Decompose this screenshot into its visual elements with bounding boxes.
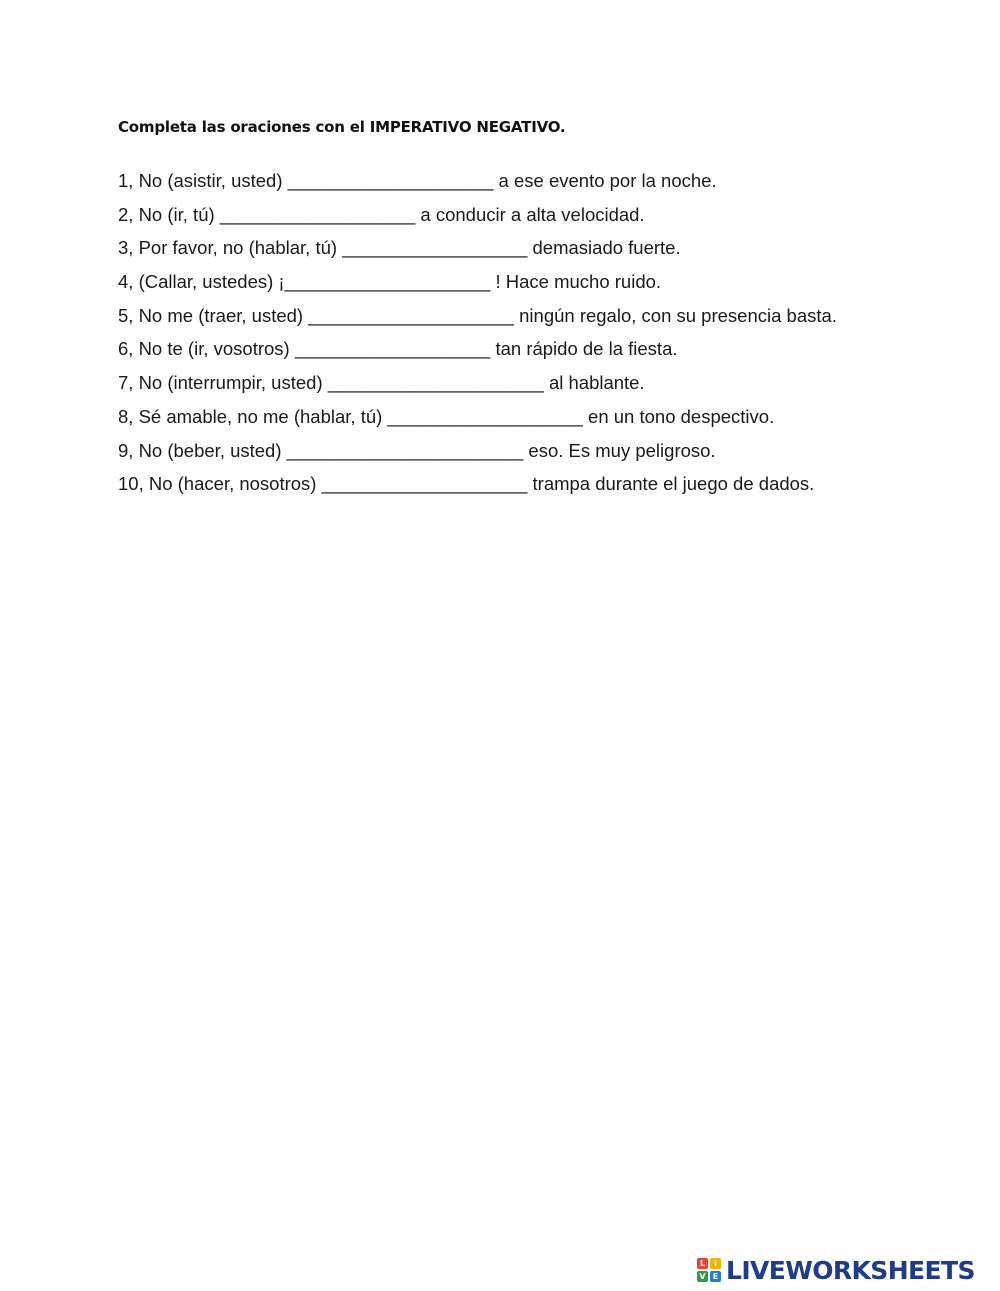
liveworksheets-mark-icon bbox=[697, 1258, 721, 1282]
exercise-sentence-4: 4, (Callar, ustedes) ¡____________________ ! Hace mucho ruido. bbox=[118, 271, 662, 293]
exercise-sentence-10: 10, No (hacer, nosotros) ____________________ trampa durante el juego de dados. bbox=[118, 473, 815, 495]
worksheet-instructions: Completa las oraciones con el IMPERATIVO NEGATIVO. bbox=[118, 118, 566, 136]
exercise-list bbox=[118, 164, 978, 501]
exercise-sentence-2: 2, No (ir, tú) ___________________ a conducir a alta velocidad. bbox=[118, 203, 645, 225]
exercise-sentence-1: 1, No (asistir, usted) ____________________ a ese evento por la noche. bbox=[118, 170, 717, 191]
logo-mark-tile: I bbox=[710, 1258, 721, 1269]
exercise-sentence-8: 8, Sé amable, no me (hablar, tú) ___________________ en un tono despectivo. bbox=[118, 405, 775, 427]
logo-mark-tile: L bbox=[697, 1258, 708, 1269]
exercise-sentence-3: 3, Por favor, no (hablar, tú) __________________ demasiado fuerte. bbox=[118, 237, 681, 259]
logo-mark-tile: V bbox=[697, 1271, 708, 1282]
exercise-sentence-6: 6, No te (ir, vosotros) ___________________ tan rápido de la fiesta. bbox=[118, 338, 678, 360]
liveworksheets-wordmark: LIVEWORKSHEETS bbox=[726, 1255, 975, 1285]
exercise-sentence-5: 5, No me (traer, usted) ____________________ ningún regalo, con su presencia basta. bbox=[118, 304, 837, 326]
liveworksheets-logo bbox=[697, 1255, 975, 1285]
logo-mark-tile: E bbox=[710, 1271, 721, 1282]
exercise-sentence-9: 9, No (beber, usted) _______________________ eso. Es muy peligroso. bbox=[118, 439, 716, 461]
exercise-sentence-7: 7, No (interrumpir, usted) _____________________ al hablante. bbox=[118, 372, 645, 394]
